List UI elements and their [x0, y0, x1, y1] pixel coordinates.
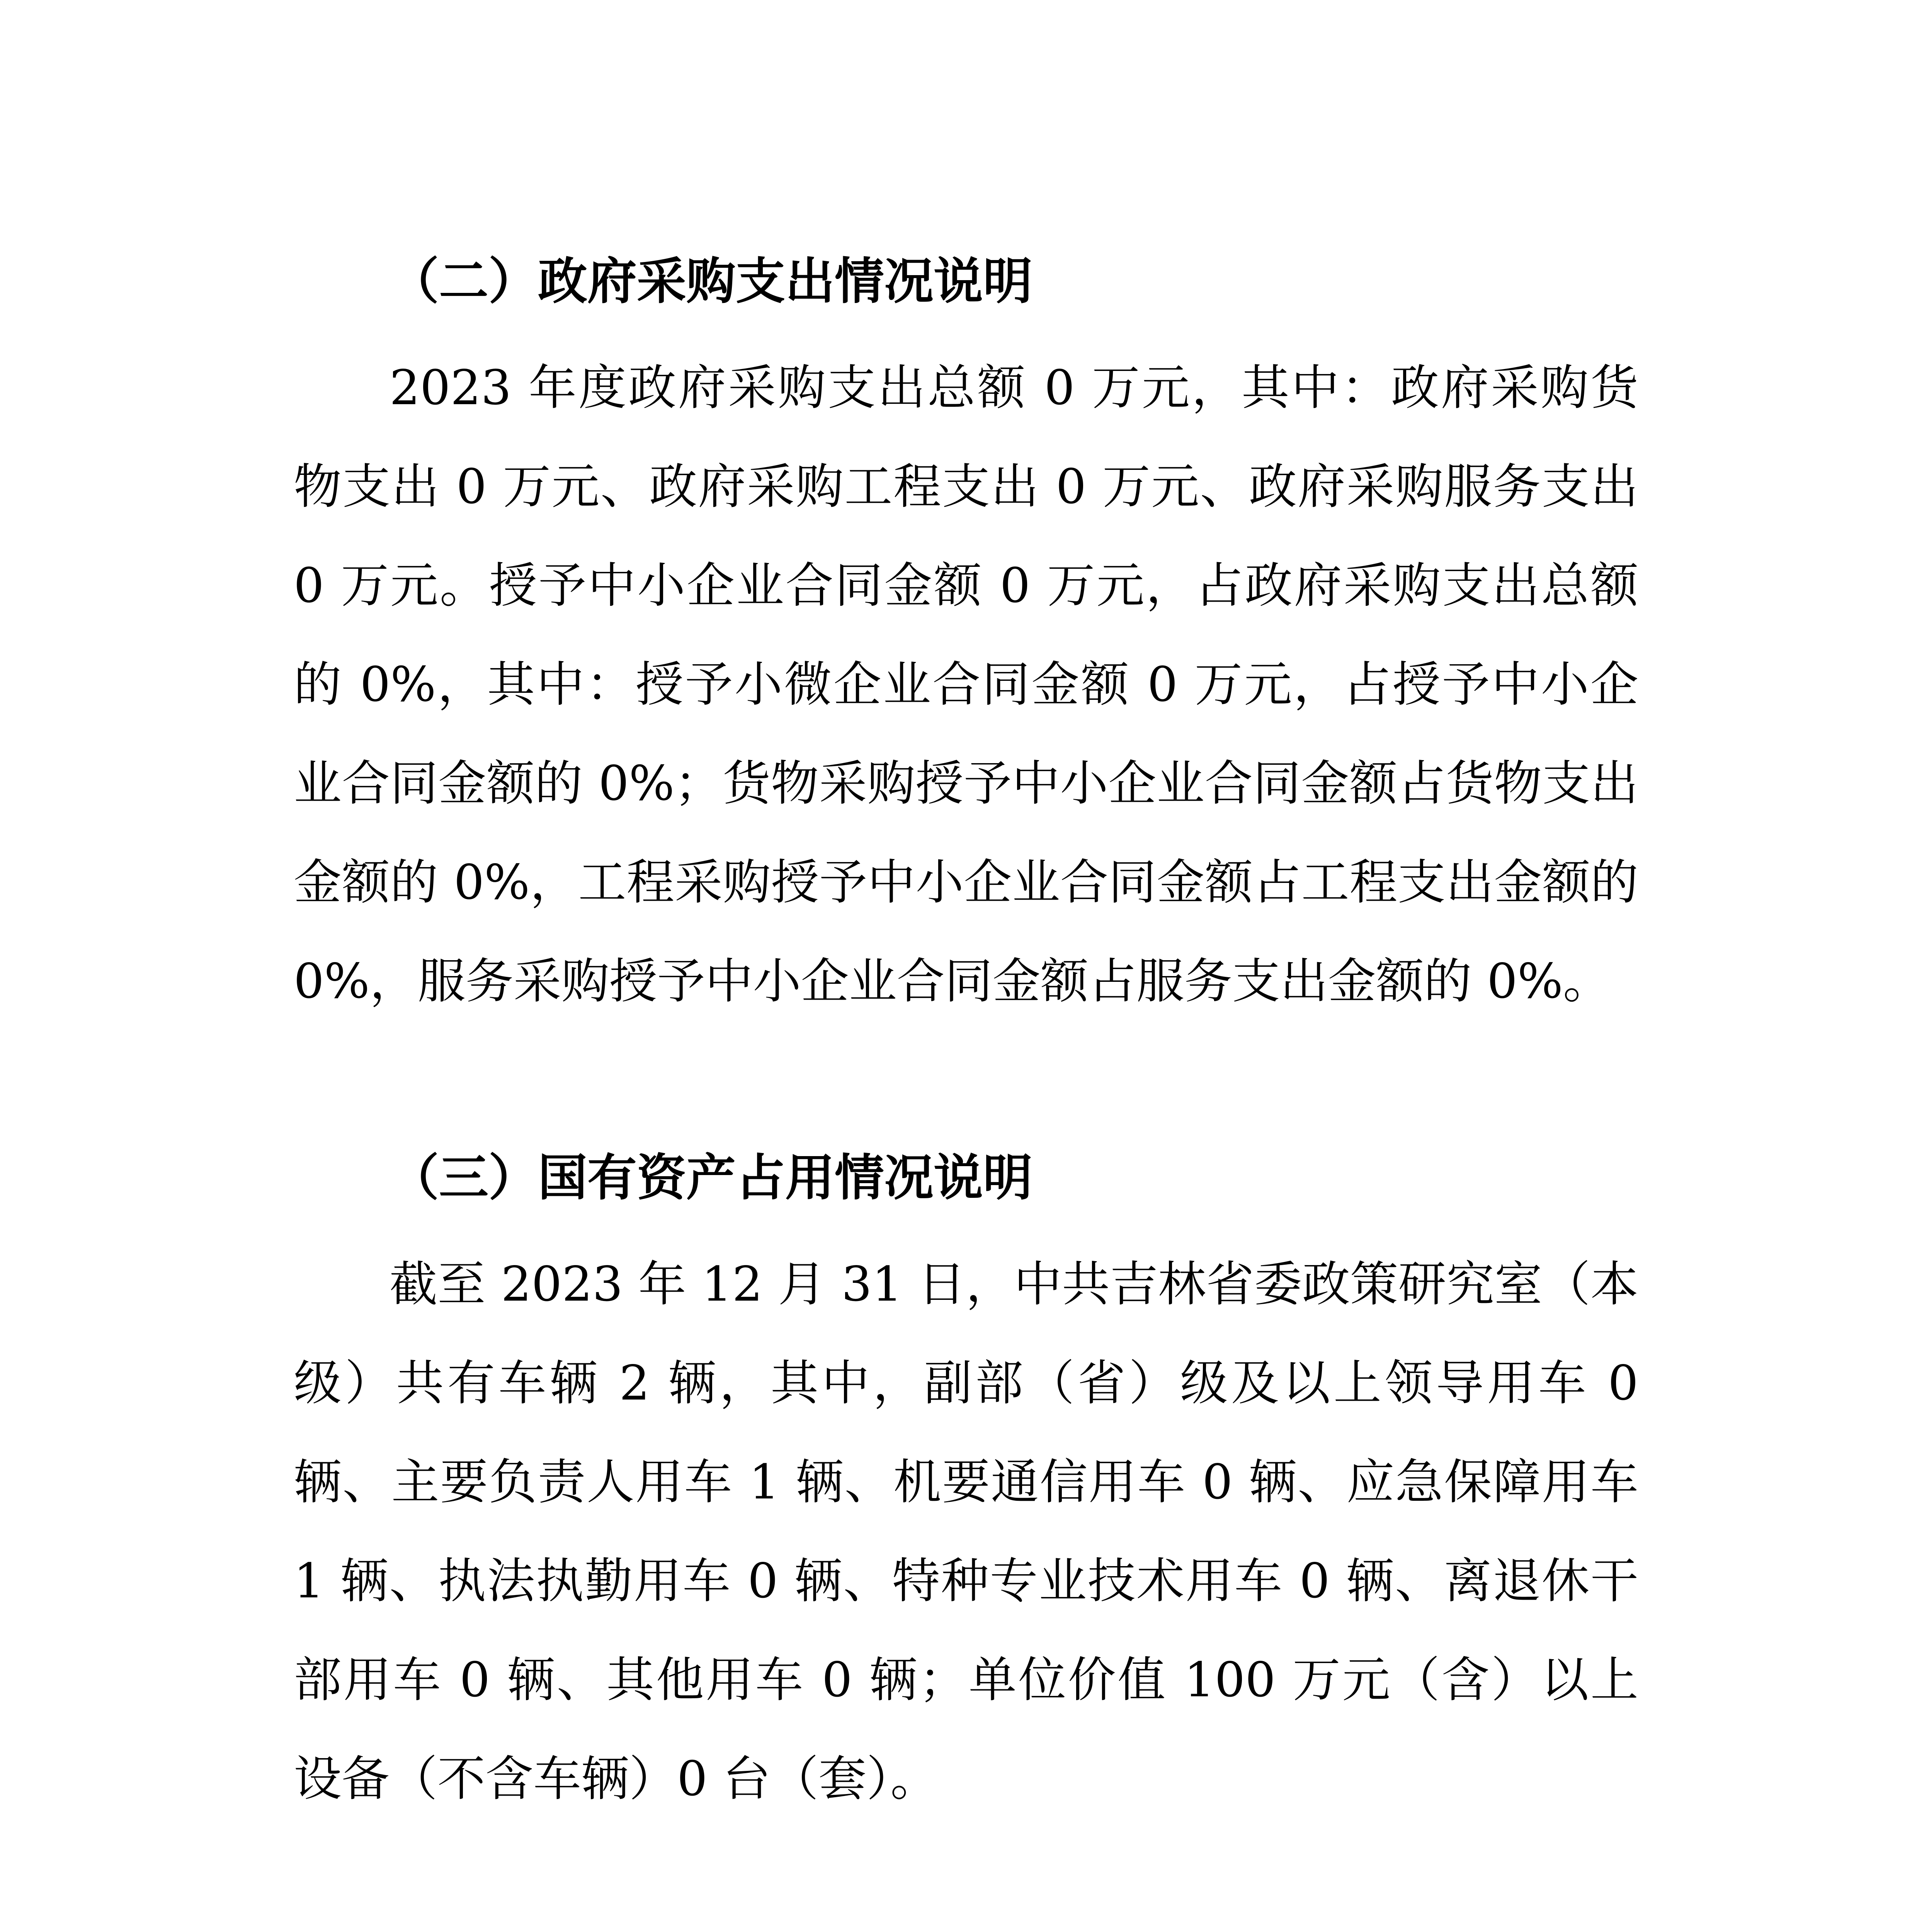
section-heading-state-assets: （三）国有资产占用情况说明 — [390, 1149, 1033, 1207]
section-paragraph-procurement: 2023 年度政府采购支出总额 0 万元，其中：政府采购货物支出 0 万元、政府采购工程支出 0 万元、政府采购服务支出 0 万元。授予中小企业合同金额 0 万元，占政府采购支出总额的 0%，其中：授予小微企业合同金额 0 万元，占授予中小企业合同金额的 0%；货物采购授予中小企业合同金额占货物支出金额的 0%，工程采购授予中小企业合同金额占工程支出金额的 0%，服务采购授予中小企业合同金额占服务支出金额的 0%。 — [294, 360, 1638, 1009]
section-paragraph-state-assets: 截至 2023 年 12 月 31 日，中共吉林省委政策研究室（本级）共有车辆 2 辆，其中，副部（省）级及以上领导用车 0 辆、主要负责人用车 1 辆、机要通信用车 0 辆、应急保障用车 1 辆、执法执勤用车 0 辆、特种专业技术用车 0 辆、离退休干部用车 0 辆、其他用车 0 辆；单位价值 100 万元（含）以上设备（不含车辆）0 台（套）。 — [294, 1257, 1638, 1807]
section-heading-procurement: （二）政府采购支出情况说明 — [390, 252, 1033, 310]
